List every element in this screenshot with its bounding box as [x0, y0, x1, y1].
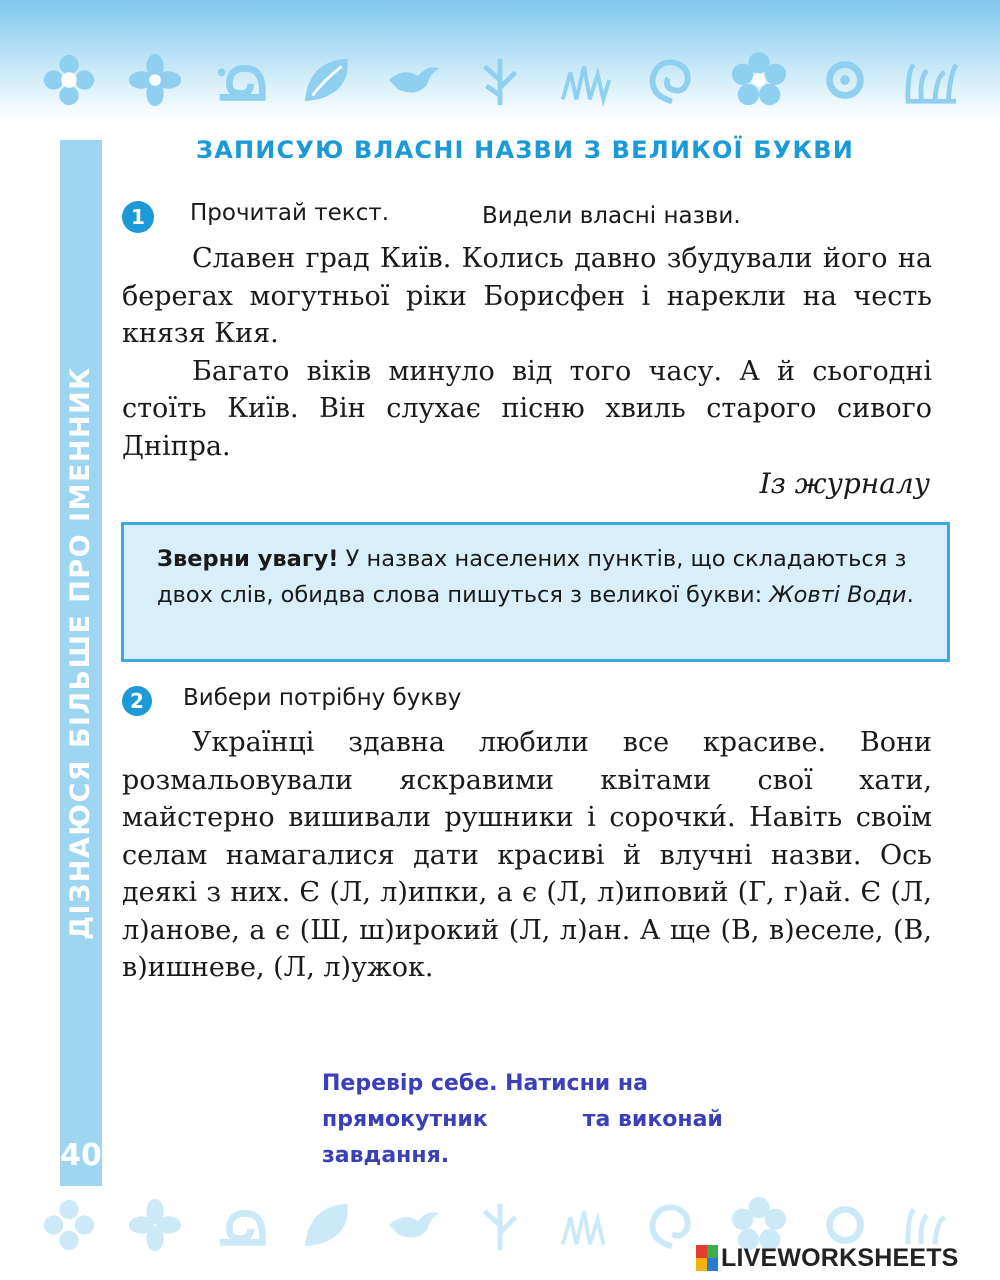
text-source: Із журналу [759, 467, 930, 500]
decoration-row-top [40, 45, 960, 115]
self-check-line: Перевір себе. Натисни на [322, 1071, 648, 1096]
note-label: Зверни увагу! [157, 546, 339, 572]
liveworksheets-brand[interactable] [696, 1240, 959, 1276]
page-title: ЗАПИСУЮ ВЛАСНІ НАЗВИ З ВЕЛИКОЇ БУКВИ [195, 136, 855, 164]
grass-icon [902, 51, 960, 109]
note-text: У назвах населених пунктів, що складаються з двох слів, обидва слова пишуться з великої букви: [157, 546, 907, 608]
task2-text [122, 724, 932, 987]
bird-icon [385, 51, 443, 109]
task-number-badge: 2 [122, 686, 152, 716]
self-check-instruction [322, 1066, 782, 1174]
note-example: Жовті Води [769, 582, 907, 608]
note-end: . [906, 582, 914, 608]
grass-icon [471, 51, 529, 109]
self-check-word-rectangle: прямокутник [322, 1107, 488, 1132]
task1-text [122, 240, 932, 465]
task2-instruction: Вибери потрібну букву [183, 685, 462, 711]
task1-instruction-mark: Видели власні назви. [482, 203, 741, 229]
page-number: 40 [60, 1138, 102, 1173]
grass-icon [471, 1196, 529, 1254]
self-check-line: завдання. [322, 1143, 450, 1168]
leaf-swirl-icon [299, 1196, 357, 1254]
flower-icon [730, 51, 788, 109]
swirl-icon [643, 51, 701, 109]
flower-icon [126, 51, 184, 109]
grass-icon [557, 51, 615, 109]
grass-icon [557, 1196, 615, 1254]
attention-note [121, 522, 950, 662]
sidebar-label: ДІЗНАЮСЯ БІЛЬШЕ ПРО ІМЕННИК [65, 366, 96, 940]
bird-icon [385, 1196, 443, 1254]
swirl-icon [643, 1196, 701, 1254]
flower-icon [40, 51, 98, 109]
snail-icon [212, 51, 270, 109]
self-check-line [322, 1102, 782, 1138]
task1-instruction-read: Прочитай текст. [190, 200, 390, 226]
snail-icon [212, 1196, 270, 1254]
task1-paragraph: Славен град Київ. Колись давно збудували його на берегах могутньої ріки Борисфен і нарекли на честь князя Кия. [122, 243, 932, 349]
self-check-word-do: та виконай [582, 1107, 723, 1132]
task2-paragraph: Українці здавна любили все красиве. Вони розмальовували яскравими квітами свої хати, майстерно вишивали рушники і сорочки́. Навіть своїм селам намагалися дати красиві й влучні назви. Ось деякі з них. Є (Л, л)ипки, а є (Л, л)иповий (Г, г)ай. Є (Л, л)анове, а є (Ш, ш)ирокий (Л, л)ан. А ще (В, в)еселе, (В, в)ишневе, (Л, л)ужок. [122, 727, 932, 983]
leaf-swirl-icon [299, 51, 357, 109]
flower-icon [126, 1196, 184, 1254]
liveworksheets-logo-icon [696, 1245, 718, 1271]
flower-icon [40, 1196, 98, 1254]
brand-name: LIVEWORKSHEETS [721, 1243, 959, 1272]
task-number-badge: 1 [122, 201, 154, 233]
task1-paragraph: Багато віків минуло від того часу. А й сьогодні стоїть Київ. Він слухає пісню хвиль старого сивого Дніпра. [122, 355, 932, 462]
eye-flower-icon [816, 51, 874, 109]
